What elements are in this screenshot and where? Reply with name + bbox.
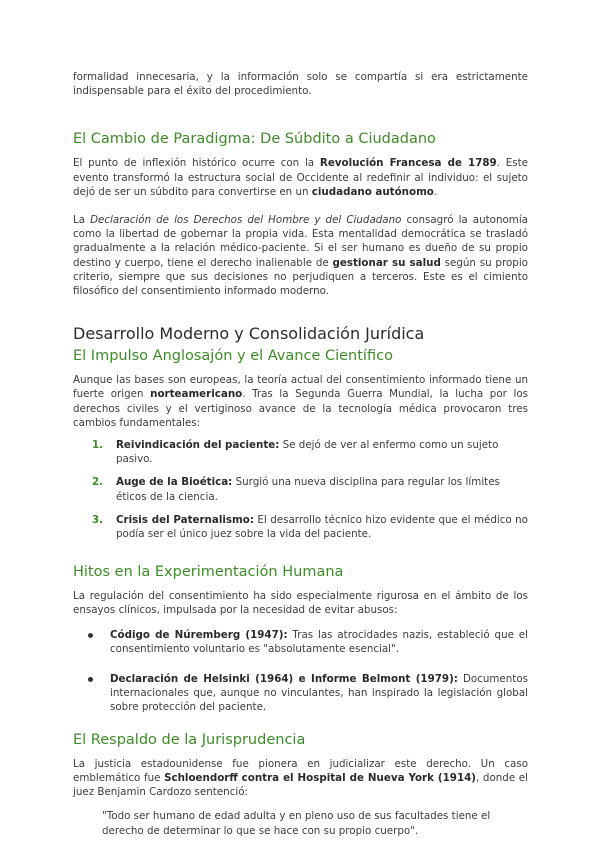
- bullet-icon: [88, 633, 93, 638]
- bullet-icon: [88, 677, 93, 682]
- cardozo-quote: "Todo ser humano de edad adulta y en pleno uso de sus facultades tiene el derecho de determinar lo que se hace con su propio cuerpo".: [102, 810, 491, 837]
- modern-paragraph-1: Aunque las bases son europeas, la teoría actual del consentimiento informado tiene un fuerte origen norteamericano. Tras la Segunda Guerra Mundial, la lucha por los derechos civiles y el vertiginoso avance de la tecnología médica provocaron tres cambios fundamentales:: [73, 374, 528, 429]
- heading-modern: Desarrollo Moderno y Consolidación Jurídica: [73, 324, 425, 344]
- changes-list: [73, 438, 528, 541]
- list-item: Declaración de Helsinki (1964) e Informe Belmont (1979): Documentos internacionales que, aunque no vinculantes, han inspirado la legislación global sobre protección del paciente.: [86, 672, 528, 715]
- intro-paragraph: formalidad innecesaria, y la información solo se compartía si era estrictamente indispensable para el éxito del procedimiento.: [73, 71, 528, 98]
- list-item: 1. Reivindicación del paciente: Se dejó de ver al enfermo como un sujeto pasivo.: [92, 439, 499, 466]
- juris-paragraph-1: La justicia estadounidense fue pionera en judicializar este derecho. Un caso emblemático fue Schloendorff contra el Hospital de Nueva York (1914), donde el juez Benjamin Cardozo sentenció:: [73, 757, 529, 799]
- subheading-anglosajon: El Impulso Anglosajón y el Avance Científico: [73, 348, 393, 365]
- experiment-paragraph-1: La regulación del consentimiento ha sido especialmente rigurosa en el ámbito de los ensayos clínicos, impulsada por la necesidad de evitar abusos:: [73, 590, 528, 617]
- list-item: 2. Auge de la Bioética: Surgió una nueva disciplina para regular los límites éticos de la ciencia.: [92, 476, 500, 503]
- heading-experimentation: Hitos en la Experimentación Humana: [73, 564, 344, 581]
- page-content: [73, 70, 528, 838]
- paradigm-paragraph-2: La Declaración de los Derechos del Hombre y del Ciudadano consagró la autonomía como la libertad de gobernar la propia vida. Esta mentalidad democrática se trasladó gradualmente a la relación médico-paciente. Si el ser humano es dueño de su propio destino y cuerpo, tiene el derecho inalienable de gestionar su salud según su propio criterio, siempre que sus decisiones no perjudiquen a terceros. Este es el cimiento filosófico del consentimiento informado moderno.: [73, 214, 528, 298]
- list-item: 3. Crisis del Paternalismo: El desarrollo técnico hizo evidente que el médico no podía ser el único juez sobre la vida del paciente.: [92, 513, 528, 541]
- milestones-list: [73, 628, 528, 715]
- heading-jurisprudence: El Respaldo de la Jurisprudencia: [73, 731, 306, 748]
- paradigm-paragraph-1: El punto de inflexión histórico ocurre con la Revolución Francesa de 1789. Este evento transformó la estructura social de Occidente al redefinir al individuo: el sujeto dejó de ser un súbdito para convertirse en un ciudadano autónomo.: [73, 157, 528, 198]
- heading-paradigm: El Cambio de Paradigma: De Súbdito a Ciudadano: [73, 131, 436, 148]
- list-item: Código de Núremberg (1947): Tras las atrocidades nazis, estableció que el consentimiento voluntario es "absolutamente esencial".: [86, 628, 528, 656]
